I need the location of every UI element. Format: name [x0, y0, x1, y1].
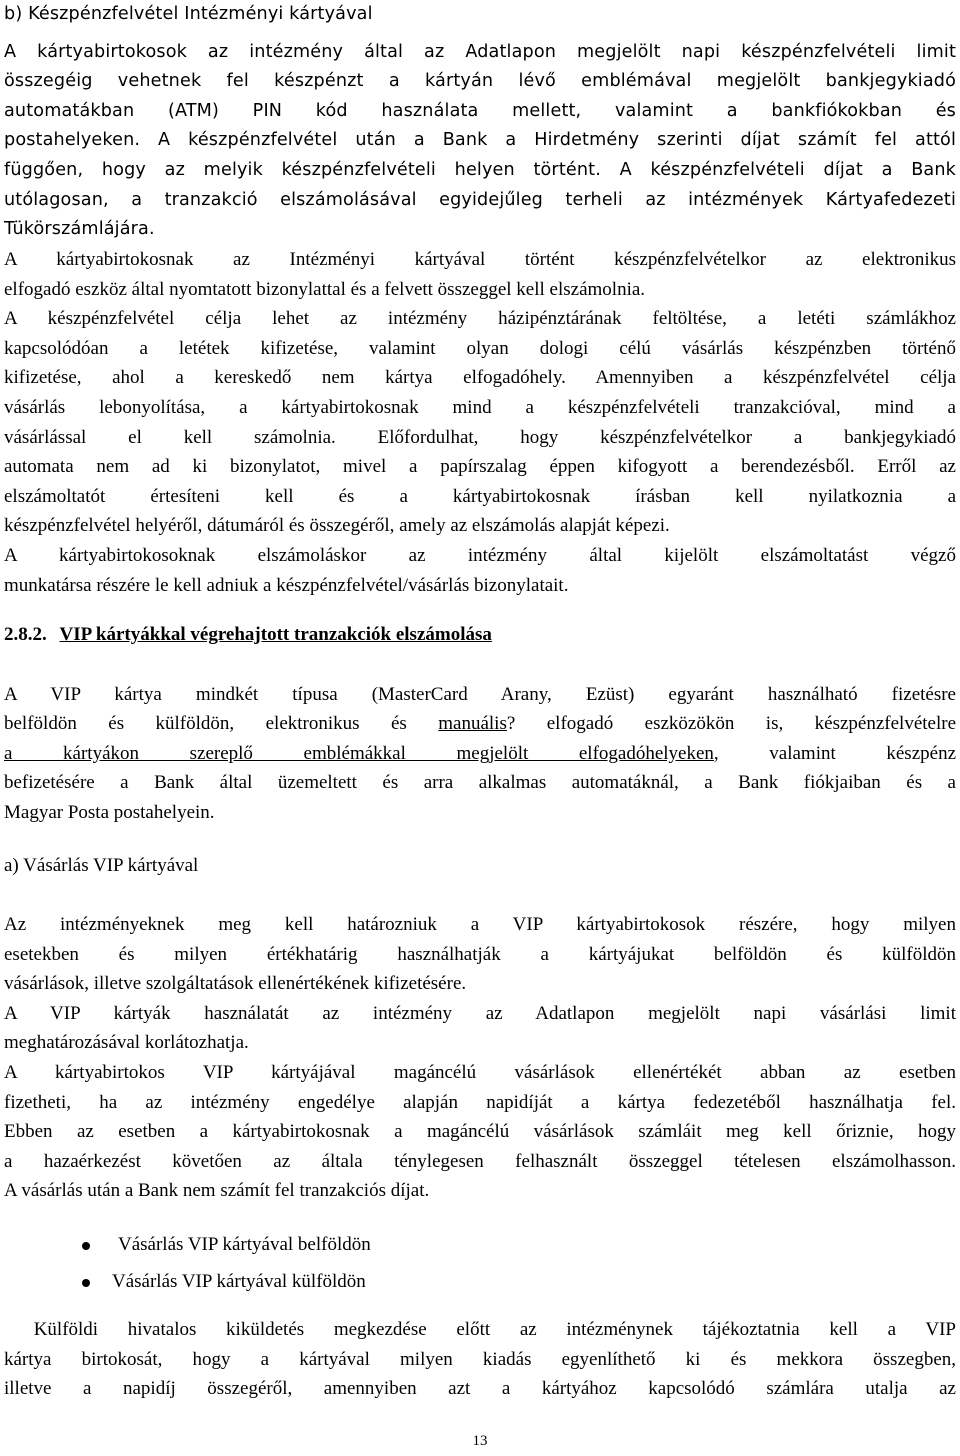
text-line: fizetheti, ha az intézmény engedélye alapján napidíját a kártya fedezetéből használhatja fel. [4, 1091, 956, 1113]
text-line: illetve a napidíj összegéről, amennyiben azt a kártyához kapcsolódó számlára utalja az [4, 1378, 956, 1400]
text-line: automatákban (ATM) PIN kód használata mellett, valamint a bankfiókokban és [4, 100, 956, 121]
text-line [4, 739, 956, 769]
text-line: meghatározásával korlátozhatja. [4, 1032, 249, 1054]
section-b-title: b) Készpénzfelvétel Intézményi kártyával [4, 4, 373, 24]
section-a-paragraph-3 [4, 1058, 956, 1206]
text-line: A vásárlás után a Bank nem számít fel tranzakciós díjat. [4, 1180, 430, 1202]
section-number: 2.8.2. [4, 624, 47, 645]
section-2-8-2 [4, 620, 956, 828]
text-line: A készpénzfelvétel célja lehet az intézmény házipénztárának feltöltése, a letéti számlákhoz [4, 308, 956, 330]
text-line: kapcsolódóan a letétek kifizetése, valamint olyan dologi célú vásárlás készpénzben történő [4, 337, 956, 359]
text-line: vásárlás lebonyolítása, a kártyabirtokosnak mind a készpénzfelvételi tranzakcióval, mind a [4, 396, 956, 418]
section-2-8-2-paragraph [4, 680, 956, 828]
text-line: összegéig vehetnek fel készpénzt a kártyán lévő emblémával megjelölt bankjegykiadó [4, 71, 956, 92]
underlined-text: a kártyákon szereplő emblémákkal megjelölt elfogadóhelyeken [4, 742, 714, 764]
text-line: A kártyabirtokosoknak elszámoláskor az intézmény által kijelölt elszámoltatást végző [4, 544, 956, 566]
section-b [4, 0, 956, 245]
text-line: A kártyabirtokosnak az Intézményi kártyával történt készpénzfelvételkor az elektronikus [4, 249, 956, 270]
section-b-paragraph-2 [4, 245, 956, 304]
text-line: A VIP kártyák használatát az intézmény az Adatlapon megjelölt napi vásárlási limit [4, 1002, 956, 1024]
text-line: vásárlások, illetve szolgáltatások ellenértékének kifizetésére. [4, 973, 467, 995]
text-line: Ebben az esetben a kártyabirtokosnak a magáncélú vásárlások számláit meg kell őriznie, hogy [4, 1121, 956, 1143]
text-line: a hazaérkezést követően az általa ténylegesen felhasznált összeggel tételesen elszámolhasson. [4, 1150, 956, 1172]
section-b-paragraph-1 [4, 38, 956, 245]
section-b-serif [4, 245, 956, 600]
text-line: Magyar Posta postahelyein. [4, 801, 215, 823]
text-line: befizetésére a Bank által üzemeltett és arra alkalmas automatáknál, a Bank fiókjaiban és a [4, 772, 956, 794]
text-line: elfogadó eszköz által nyomtatott bizonylattal és a felvett összeggel kell elszámolnia. [4, 278, 646, 300]
text-fragment: , valamint készpénz [713, 742, 956, 764]
section-heading [4, 620, 956, 650]
text-line: készpénzfelvétel helyéről, dátumáról és összegéről, amely az elszámolás alapját képezi. [4, 515, 670, 537]
text-line: A kártyabirtokos VIP kártyájával magáncélú vásárlások ellenértékét abban az esetben [4, 1061, 956, 1083]
text-fragment: ? elfogadó eszközökön is, készpénzfelvételre [506, 713, 957, 735]
text-line: utólagosan, a tranzakció elszámolásával egyidejűleg terheli az intézmények Kártyafedezeti [4, 189, 956, 210]
text-fragment: belföldön és külföldön, elektronikus és [4, 713, 439, 735]
section-b-paragraph-4 [4, 541, 956, 600]
section-title: VIP kártyákkal végrehajtott tranzakciók elszámolása [59, 624, 492, 645]
bullet-list [4, 1230, 956, 1297]
section-a-body [4, 910, 956, 1206]
text-line: postahelyeken. A készpénzfelvétel után a Bank a Hirdetmény szerinti díjat számít fel attól [4, 130, 956, 151]
list-item [4, 1230, 956, 1267]
list-item-label: Vásárlás VIP kártyával belföldön [118, 1234, 371, 1255]
text-line: A kártyabirtokosok az intézmény által az Adatlapon megjelölt napi készpénzfelvételi limit [4, 41, 956, 62]
list-item [4, 1267, 956, 1297]
text-line: Külföldi hivatalos kiküldetés megkezdése előtt az intézménynek tájékoztatnia kell a VIP [4, 1319, 956, 1340]
bullet-icon [82, 1279, 90, 1287]
text-line: vásárlással el kell számolnia. Előfordulhat, hogy készpénzfelvételkor a bankjegykiadó [4, 426, 956, 448]
text-line: A VIP kártya mindkét típusa (MasterCard Arany, Ezüst) egyaránt használható fizetésre [4, 683, 956, 705]
text-line: kifizetése, ahol a kereskedő nem kártya elfogadóhely. Amennyiben a készpénzfelvétel célja [4, 367, 956, 389]
section-a-title: a) Vásárlás VIP kártyával [4, 855, 199, 876]
text-line: esetekben és milyen értékhatárig használhatják a kártyájukat belföldön és külföldön [4, 943, 956, 965]
text-line [4, 709, 956, 739]
list-item-label: Vásárlás VIP kártyával külföldön [112, 1271, 366, 1292]
underlined-text: manuális [438, 713, 507, 735]
text-line: függően, hogy az melyik készpénzfelvételi helyen történt. A készpénzfelvételi díjat a Bank [4, 159, 956, 180]
section-a [4, 851, 956, 881]
text-line: kártya birtokosát, hogy a kártyával milyen kiadás egyenlíthető ki és mekkora összegben, [4, 1348, 956, 1370]
section-a-paragraph-2 [4, 999, 956, 1058]
section-b-paragraph-3 [4, 304, 956, 541]
text-line: elszámoltatót értesíteni kell és a kártyabirtokosnak írásban kell nyilatkoznia a [4, 485, 956, 507]
text-line: Tükörszámlájára. [4, 219, 155, 240]
page-number: 13 [472, 1433, 488, 1449]
text-line: automata nem ad ki bizonylatot, mivel a papírszalag éppen kifogyott a berendezésből. Erről az [4, 456, 956, 478]
text-line: munkatársa részére le kell adniuk a készpénzfelvétel/vásárlás bizonylatait. [4, 574, 569, 596]
section-a-paragraph-1 [4, 910, 956, 999]
text-line: Az intézményeknek meg kell határozniuk a VIP kártyabirtokosok részére, hogy milyen [4, 914, 956, 935]
section-a-paragraph-4 [4, 1315, 956, 1404]
bullet-icon [82, 1242, 90, 1250]
